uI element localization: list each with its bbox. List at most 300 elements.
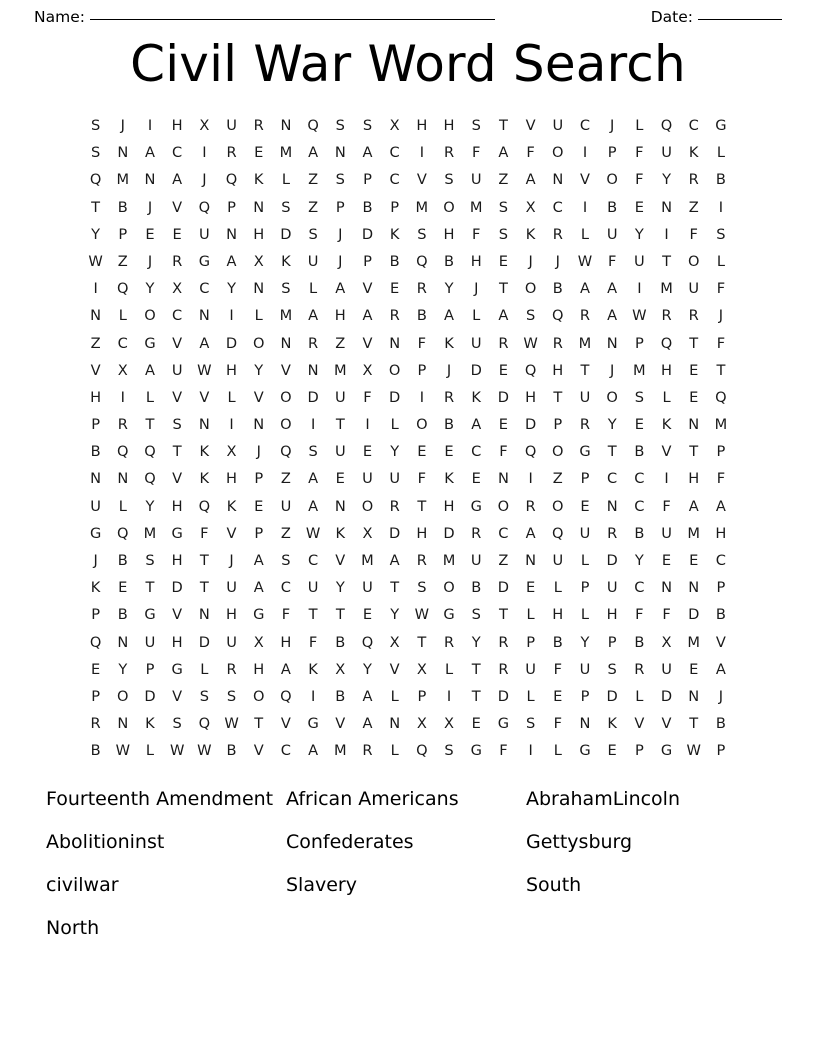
grid-cell[interactable]: I (664, 225, 669, 243)
grid-cell[interactable]: B (362, 198, 373, 216)
grid-cell[interactable]: N (198, 606, 210, 624)
grid-cell[interactable]: F (200, 524, 209, 542)
grid-cell[interactable]: Q (144, 443, 156, 461)
grid-cell[interactable]: O (606, 171, 618, 189)
grid-cell[interactable]: V (715, 633, 726, 651)
grid-cell[interactable]: F (472, 144, 481, 162)
grid-cell[interactable]: B (715, 171, 726, 189)
grid-cell[interactable]: E (553, 687, 563, 705)
grid-cell[interactable]: L (580, 552, 590, 569)
grid-cell[interactable]: T (607, 443, 617, 461)
grid-cell[interactable]: T (91, 198, 101, 216)
grid-cell[interactable]: V (253, 388, 264, 406)
grid-cell[interactable]: U (525, 660, 536, 678)
grid-cell[interactable]: N (389, 334, 401, 352)
grid-cell[interactable]: N (117, 633, 129, 651)
grid-cell[interactable]: L (444, 660, 454, 678)
grid-cell[interactable]: M (578, 334, 592, 352)
grid-cell[interactable]: F (499, 443, 508, 461)
grid-cell[interactable]: L (580, 225, 590, 243)
grid-cell[interactable]: H (253, 660, 265, 678)
grid-cell[interactable]: U (579, 660, 591, 678)
grid-cell[interactable]: N (688, 579, 700, 597)
grid-cell[interactable]: A (525, 171, 536, 189)
grid-cell[interactable]: X (444, 715, 455, 733)
grid-cell[interactable]: T (145, 416, 155, 434)
grid-cell[interactable]: C (579, 117, 591, 134)
grid-cell[interactable]: F (607, 252, 617, 270)
grid-cell[interactable]: A (362, 307, 373, 325)
grid-cell[interactable]: B (389, 252, 400, 270)
grid-cell[interactable]: Q (117, 443, 129, 461)
grid-cell[interactable]: L (635, 687, 644, 705)
grid-cell[interactable]: T (498, 117, 508, 134)
grid-cell[interactable]: L (716, 144, 725, 162)
grid-cell[interactable]: J (528, 252, 533, 270)
grid-cell[interactable]: I (637, 280, 642, 298)
grid-cell[interactable]: M (633, 361, 646, 379)
grid-cell[interactable]: M (143, 524, 157, 542)
grid-cell[interactable]: H (334, 307, 346, 325)
grid-cell[interactable]: V (172, 606, 183, 624)
word-list-item[interactable]: North (46, 917, 100, 939)
grid-cell[interactable]: N (253, 280, 265, 298)
grid-cell[interactable]: C (634, 579, 645, 597)
grid-cell[interactable]: P (390, 198, 400, 216)
grid-cell[interactable]: S (90, 144, 101, 162)
grid-cell[interactable]: L (526, 687, 535, 705)
grid-cell[interactable]: R (443, 633, 455, 651)
grid-cell[interactable]: E (390, 280, 400, 298)
grid-cell[interactable]: U (661, 524, 672, 542)
grid-cell[interactable]: C (688, 117, 699, 134)
grid-cell[interactable]: X (389, 117, 400, 134)
grid-cell[interactable]: N (688, 416, 700, 434)
grid-cell[interactable]: P (227, 198, 236, 216)
grid-cell[interactable]: I (202, 144, 207, 162)
grid-cell[interactable]: K (607, 715, 617, 733)
grid-cell[interactable]: P (254, 470, 264, 488)
grid-cell[interactable]: Q (280, 687, 292, 705)
grid-cell[interactable]: N (198, 416, 210, 434)
grid-cell[interactable]: T (689, 334, 699, 352)
grid-cell[interactable]: F (472, 225, 481, 243)
grid-cell[interactable]: N (307, 361, 319, 379)
grid-cell[interactable]: T (716, 361, 726, 379)
grid-cell[interactable]: W (305, 524, 321, 542)
grid-cell[interactable]: V (172, 334, 183, 352)
grid-cell[interactable]: V (280, 715, 291, 733)
grid-cell[interactable]: J (338, 225, 343, 243)
grid-cell[interactable]: F (281, 606, 291, 624)
grid-cell[interactable]: S (444, 171, 454, 189)
grid-cell[interactable]: A (280, 660, 291, 678)
grid-cell[interactable]: U (199, 225, 210, 243)
word-list-item[interactable]: Fourteenth Amendment (46, 788, 274, 810)
grid-cell[interactable]: J (610, 361, 615, 379)
grid-cell[interactable]: W (224, 715, 239, 733)
grid-cell[interactable]: A (444, 307, 455, 325)
grid-cell[interactable]: I (718, 198, 724, 216)
grid-cell[interactable]: H (525, 388, 537, 406)
grid-cell[interactable]: U (334, 443, 346, 461)
grid-cell[interactable]: S (226, 687, 237, 705)
grid-cell[interactable]: A (389, 552, 400, 569)
grid-cell[interactable]: C (715, 552, 726, 569)
grid-cell[interactable]: R (634, 660, 645, 678)
grid-cell[interactable]: C (172, 307, 183, 325)
grid-cell[interactable]: O (361, 497, 374, 515)
grid-cell[interactable]: X (253, 633, 264, 651)
grid-cell[interactable]: P (580, 579, 590, 597)
grid-cell[interactable]: K (661, 416, 672, 434)
grid-cell[interactable]: M (279, 307, 293, 325)
grid-cell[interactable]: R (661, 307, 672, 325)
grid-cell[interactable]: Z (552, 470, 563, 488)
grid-cell[interactable]: R (443, 144, 455, 162)
grid-cell[interactable]: O (552, 497, 564, 515)
grid-cell[interactable]: Y (607, 416, 617, 434)
grid-cell[interactable]: N (198, 307, 210, 325)
grid-cell[interactable]: D (688, 606, 700, 624)
grid-cell[interactable]: D (225, 334, 238, 352)
grid-cell[interactable]: S (716, 225, 726, 243)
grid-cell[interactable]: L (145, 742, 155, 760)
grid-cell[interactable]: R (90, 715, 101, 733)
grid-cell[interactable]: N (661, 579, 672, 597)
grid-cell[interactable]: F (662, 606, 671, 624)
grid-cell[interactable]: E (254, 144, 264, 162)
grid-cell[interactable]: Y (118, 660, 128, 678)
grid-cell[interactable]: M (687, 524, 701, 542)
grid-cell[interactable]: O (252, 687, 265, 705)
grid-cell[interactable]: I (528, 742, 533, 760)
word-list-item[interactable]: Abolitioninst (46, 831, 165, 853)
grid-cell[interactable]: H (90, 388, 102, 406)
grid-cell[interactable]: T (145, 579, 155, 597)
grid-cell[interactable]: V (389, 660, 400, 678)
grid-cell[interactable]: F (417, 334, 427, 352)
grid-cell[interactable]: S (90, 117, 101, 134)
grid-cell[interactable]: Q (89, 171, 102, 189)
grid-cell[interactable]: A (498, 144, 509, 162)
grid-cell[interactable]: U (606, 225, 618, 243)
grid-cell[interactable]: L (390, 687, 399, 705)
grid-cell[interactable]: Q (117, 524, 129, 542)
grid-cell[interactable]: T (308, 606, 318, 624)
grid-cell[interactable]: U (661, 660, 672, 678)
grid-cell[interactable]: G (660, 742, 673, 760)
grid-cell[interactable]: B (90, 443, 101, 461)
grid-cell[interactable]: U (362, 579, 373, 597)
grid-cell[interactable]: H (552, 361, 564, 379)
grid-cell[interactable]: G (497, 715, 510, 733)
grid-cell[interactable]: E (362, 443, 373, 461)
grid-cell[interactable]: I (229, 307, 234, 325)
grid-cell[interactable]: T (471, 687, 481, 705)
grid-cell[interactable]: A (308, 742, 319, 760)
grid-cell[interactable]: X (117, 361, 128, 379)
grid-cell[interactable]: I (93, 280, 98, 298)
grid-cell[interactable]: C (389, 171, 400, 189)
grid-cell[interactable]: A (579, 280, 590, 298)
grid-cell[interactable]: V (525, 117, 536, 134)
grid-cell[interactable]: B (117, 198, 128, 216)
grid-cell[interactable]: J (338, 252, 343, 270)
grid-cell[interactable]: U (470, 334, 482, 352)
grid-cell[interactable]: S (498, 198, 509, 216)
grid-cell[interactable]: X (389, 633, 400, 651)
grid-cell[interactable]: F (635, 171, 644, 189)
grid-cell[interactable]: F (553, 715, 562, 733)
grid-cell[interactable]: M (415, 198, 429, 216)
grid-cell[interactable]: G (89, 524, 102, 542)
grid-cell[interactable]: P (363, 171, 372, 189)
grid-cell[interactable]: R (498, 633, 509, 651)
grid-cell[interactable]: C (634, 470, 645, 488)
grid-cell[interactable]: L (309, 280, 318, 298)
grid-cell[interactable]: V (172, 687, 183, 705)
grid-cell[interactable]: X (661, 633, 672, 651)
grid-cell[interactable]: L (580, 606, 590, 624)
grid-cell[interactable]: N (280, 117, 292, 134)
grid-cell[interactable]: L (716, 252, 725, 270)
grid-cell[interactable]: S (281, 552, 291, 569)
grid-cell[interactable]: P (580, 470, 590, 488)
grid-cell[interactable]: E (498, 361, 509, 379)
grid-cell[interactable]: O (524, 280, 537, 298)
grid-cell[interactable]: Q (660, 117, 673, 134)
grid-cell[interactable]: L (662, 388, 671, 406)
grid-cell[interactable]: W (632, 307, 647, 325)
grid-cell[interactable]: Z (117, 252, 128, 270)
grid-cell[interactable]: A (607, 307, 618, 325)
grid-cell[interactable]: L (200, 660, 209, 678)
grid-cell[interactable]: L (227, 388, 236, 406)
grid-cell[interactable]: N (525, 552, 537, 569)
grid-cell[interactable]: T (199, 552, 209, 569)
grid-cell[interactable]: P (716, 579, 726, 597)
grid-cell[interactable]: Z (498, 171, 509, 189)
grid-cell[interactable]: J (120, 117, 125, 134)
grid-cell[interactable]: Q (524, 361, 537, 379)
grid-cell[interactable]: K (444, 470, 454, 488)
grid-cell[interactable]: J (229, 552, 234, 569)
grid-cell[interactable]: V (362, 334, 373, 352)
grid-cell[interactable]: V (416, 171, 427, 189)
grid-cell[interactable]: D (361, 225, 374, 243)
grid-cell[interactable]: P (363, 252, 372, 270)
grid-cell[interactable]: I (310, 687, 316, 705)
grid-cell[interactable]: S (471, 117, 481, 134)
grid-cell[interactable]: A (362, 687, 373, 705)
word-list-item[interactable]: African Americans (286, 788, 459, 810)
grid-cell[interactable]: E (634, 416, 644, 434)
grid-cell[interactable]: U (470, 171, 482, 189)
grid-cell[interactable]: E (525, 579, 536, 597)
grid-cell[interactable]: H (280, 633, 292, 651)
grid-cell[interactable]: N (117, 715, 129, 733)
grid-cell[interactable]: V (172, 198, 183, 216)
grid-cell[interactable]: B (90, 742, 101, 760)
grid-cell[interactable]: A (199, 334, 210, 352)
grid-cell[interactable]: D (389, 388, 401, 406)
grid-cell[interactable]: S (308, 225, 318, 243)
grid-cell[interactable]: H (226, 361, 238, 379)
grid-cell[interactable]: P (607, 144, 617, 162)
grid-cell[interactable]: Y (91, 225, 101, 243)
grid-cell[interactable]: S (607, 660, 617, 678)
grid-cell[interactable]: A (362, 715, 373, 733)
grid-cell[interactable]: N (579, 715, 591, 733)
grid-cell[interactable]: K (145, 715, 155, 733)
grid-cell[interactable]: C (498, 524, 509, 542)
grid-cell[interactable]: V (661, 715, 672, 733)
grid-cell[interactable]: D (606, 687, 618, 705)
grid-cell[interactable]: U (362, 470, 373, 488)
grid-cell[interactable]: N (606, 334, 618, 352)
grid-cell[interactable]: E (689, 552, 699, 569)
grid-cell[interactable]: G (171, 660, 183, 678)
grid-cell[interactable]: J (93, 552, 98, 569)
grid-cell[interactable]: U (634, 252, 645, 270)
grid-cell[interactable]: O (443, 579, 455, 597)
grid-cell[interactable]: O (416, 416, 428, 434)
grid-cell[interactable]: A (525, 524, 536, 542)
word-list-item[interactable]: AbrahamLincoln (526, 788, 681, 810)
grid-cell[interactable]: A (688, 497, 699, 515)
grid-cell[interactable]: M (333, 361, 347, 379)
grid-cell[interactable]: H (416, 524, 428, 542)
grid-cell[interactable]: K (281, 252, 291, 270)
grid-cell[interactable]: D (606, 552, 618, 569)
grid-cell[interactable]: N (688, 687, 700, 705)
grid-cell[interactable]: O (280, 416, 292, 434)
grid-cell[interactable]: P (254, 524, 264, 542)
grid-cell[interactable]: C (199, 280, 210, 298)
grid-cell[interactable]: P (91, 687, 100, 705)
grid-cell[interactable]: S (525, 307, 536, 325)
grid-cell[interactable]: J (718, 687, 724, 705)
grid-cell[interactable]: U (579, 388, 591, 406)
grid-cell[interactable]: M (714, 416, 728, 434)
grid-cell[interactable]: C (607, 470, 618, 488)
grid-cell[interactable]: C (117, 334, 128, 352)
grid-cell[interactable]: H (226, 470, 238, 488)
grid-cell[interactable]: K (471, 388, 481, 406)
grid-cell[interactable]: S (172, 416, 182, 434)
grid-cell[interactable]: K (444, 334, 454, 352)
grid-cell[interactable]: U (307, 579, 319, 597)
grid-cell[interactable]: V (579, 171, 590, 189)
grid-cell[interactable]: I (582, 198, 588, 216)
grid-cell[interactable]: F (499, 742, 508, 760)
word-list-item[interactable]: Gettysburg (526, 831, 633, 853)
grid-cell[interactable]: C (471, 443, 482, 461)
grid-cell[interactable]: T (689, 715, 699, 733)
grid-cell[interactable]: R (172, 252, 183, 270)
grid-cell[interactable]: R (552, 225, 563, 243)
grid-cell[interactable]: G (253, 606, 265, 624)
grid-cell[interactable]: E (417, 443, 427, 461)
grid-cell[interactable]: N (497, 470, 509, 488)
grid-cell[interactable]: B (715, 606, 726, 624)
grid-cell[interactable]: Q (715, 388, 727, 406)
grid-cell[interactable]: B (117, 552, 128, 569)
grid-cell[interactable]: N (90, 470, 102, 488)
grid-cell[interactable]: T (498, 280, 508, 298)
grid-cell[interactable]: Q (552, 524, 564, 542)
grid-cell[interactable]: A (226, 252, 237, 270)
grid-cell[interactable]: W (686, 742, 701, 760)
grid-cell[interactable]: P (634, 334, 644, 352)
grid-cell[interactable]: H (688, 470, 700, 488)
grid-cell[interactable]: S (199, 687, 209, 705)
grid-cell[interactable]: P (607, 633, 617, 651)
grid-cell[interactable]: Y (444, 280, 454, 298)
grid-cell[interactable]: A (308, 144, 319, 162)
grid-cell[interactable]: C (552, 198, 563, 216)
grid-cell[interactable]: I (582, 144, 588, 162)
grid-cell[interactable]: L (281, 171, 290, 189)
grid-cell[interactable]: Q (198, 198, 211, 216)
grid-cell[interactable]: H (443, 117, 455, 134)
grid-cell[interactable]: A (253, 552, 264, 569)
word-list-item[interactable]: Confederates (286, 831, 414, 853)
grid-cell[interactable]: A (253, 579, 264, 597)
grid-cell[interactable]: O (552, 144, 564, 162)
grid-cell[interactable]: R (443, 388, 455, 406)
grid-cell[interactable]: F (716, 470, 726, 488)
grid-cell[interactable]: R (471, 524, 482, 542)
grid-cell[interactable]: T (335, 606, 345, 624)
grid-cell[interactable]: L (118, 497, 127, 515)
grid-cell[interactable]: Y (145, 497, 155, 515)
grid-cell[interactable]: U (144, 633, 156, 651)
grid-cell[interactable]: Q (361, 633, 374, 651)
grid-cell[interactable]: I (664, 470, 669, 488)
grid-cell[interactable]: T (498, 606, 508, 624)
word-list-item[interactable]: South (526, 874, 582, 896)
grid-cell[interactable]: R (389, 497, 400, 515)
grid-cell[interactable]: O (388, 361, 401, 379)
grid-cell[interactable]: E (362, 606, 373, 624)
grid-cell[interactable]: R (416, 280, 427, 298)
grid-cell[interactable]: V (172, 470, 183, 488)
grid-cell[interactable]: Z (280, 524, 291, 542)
grid-cell[interactable]: E (498, 252, 509, 270)
grid-cell[interactable]: W (523, 334, 538, 352)
grid-cell[interactable]: J (610, 117, 615, 134)
grid-cell[interactable]: S (634, 388, 644, 406)
grid-cell[interactable]: X (335, 660, 346, 678)
grid-cell[interactable]: H (416, 117, 428, 134)
grid-cell[interactable]: D (171, 579, 183, 597)
grid-cell[interactable]: A (308, 470, 319, 488)
grid-cell[interactable]: D (497, 388, 510, 406)
grid-cell[interactable]: H (253, 225, 265, 243)
grid-cell[interactable]: B (634, 443, 645, 461)
grid-cell[interactable]: F (662, 497, 671, 515)
grid-cell[interactable]: T (254, 715, 264, 733)
grid-cell[interactable]: P (118, 225, 128, 243)
grid-cell[interactable]: Q (198, 715, 211, 733)
grid-cell[interactable]: M (279, 144, 293, 162)
grid-cell[interactable]: R (498, 334, 509, 352)
grid-cell[interactable]: P (580, 687, 590, 705)
grid-cell[interactable]: R (607, 524, 618, 542)
grid-cell[interactable]: H (661, 361, 673, 379)
